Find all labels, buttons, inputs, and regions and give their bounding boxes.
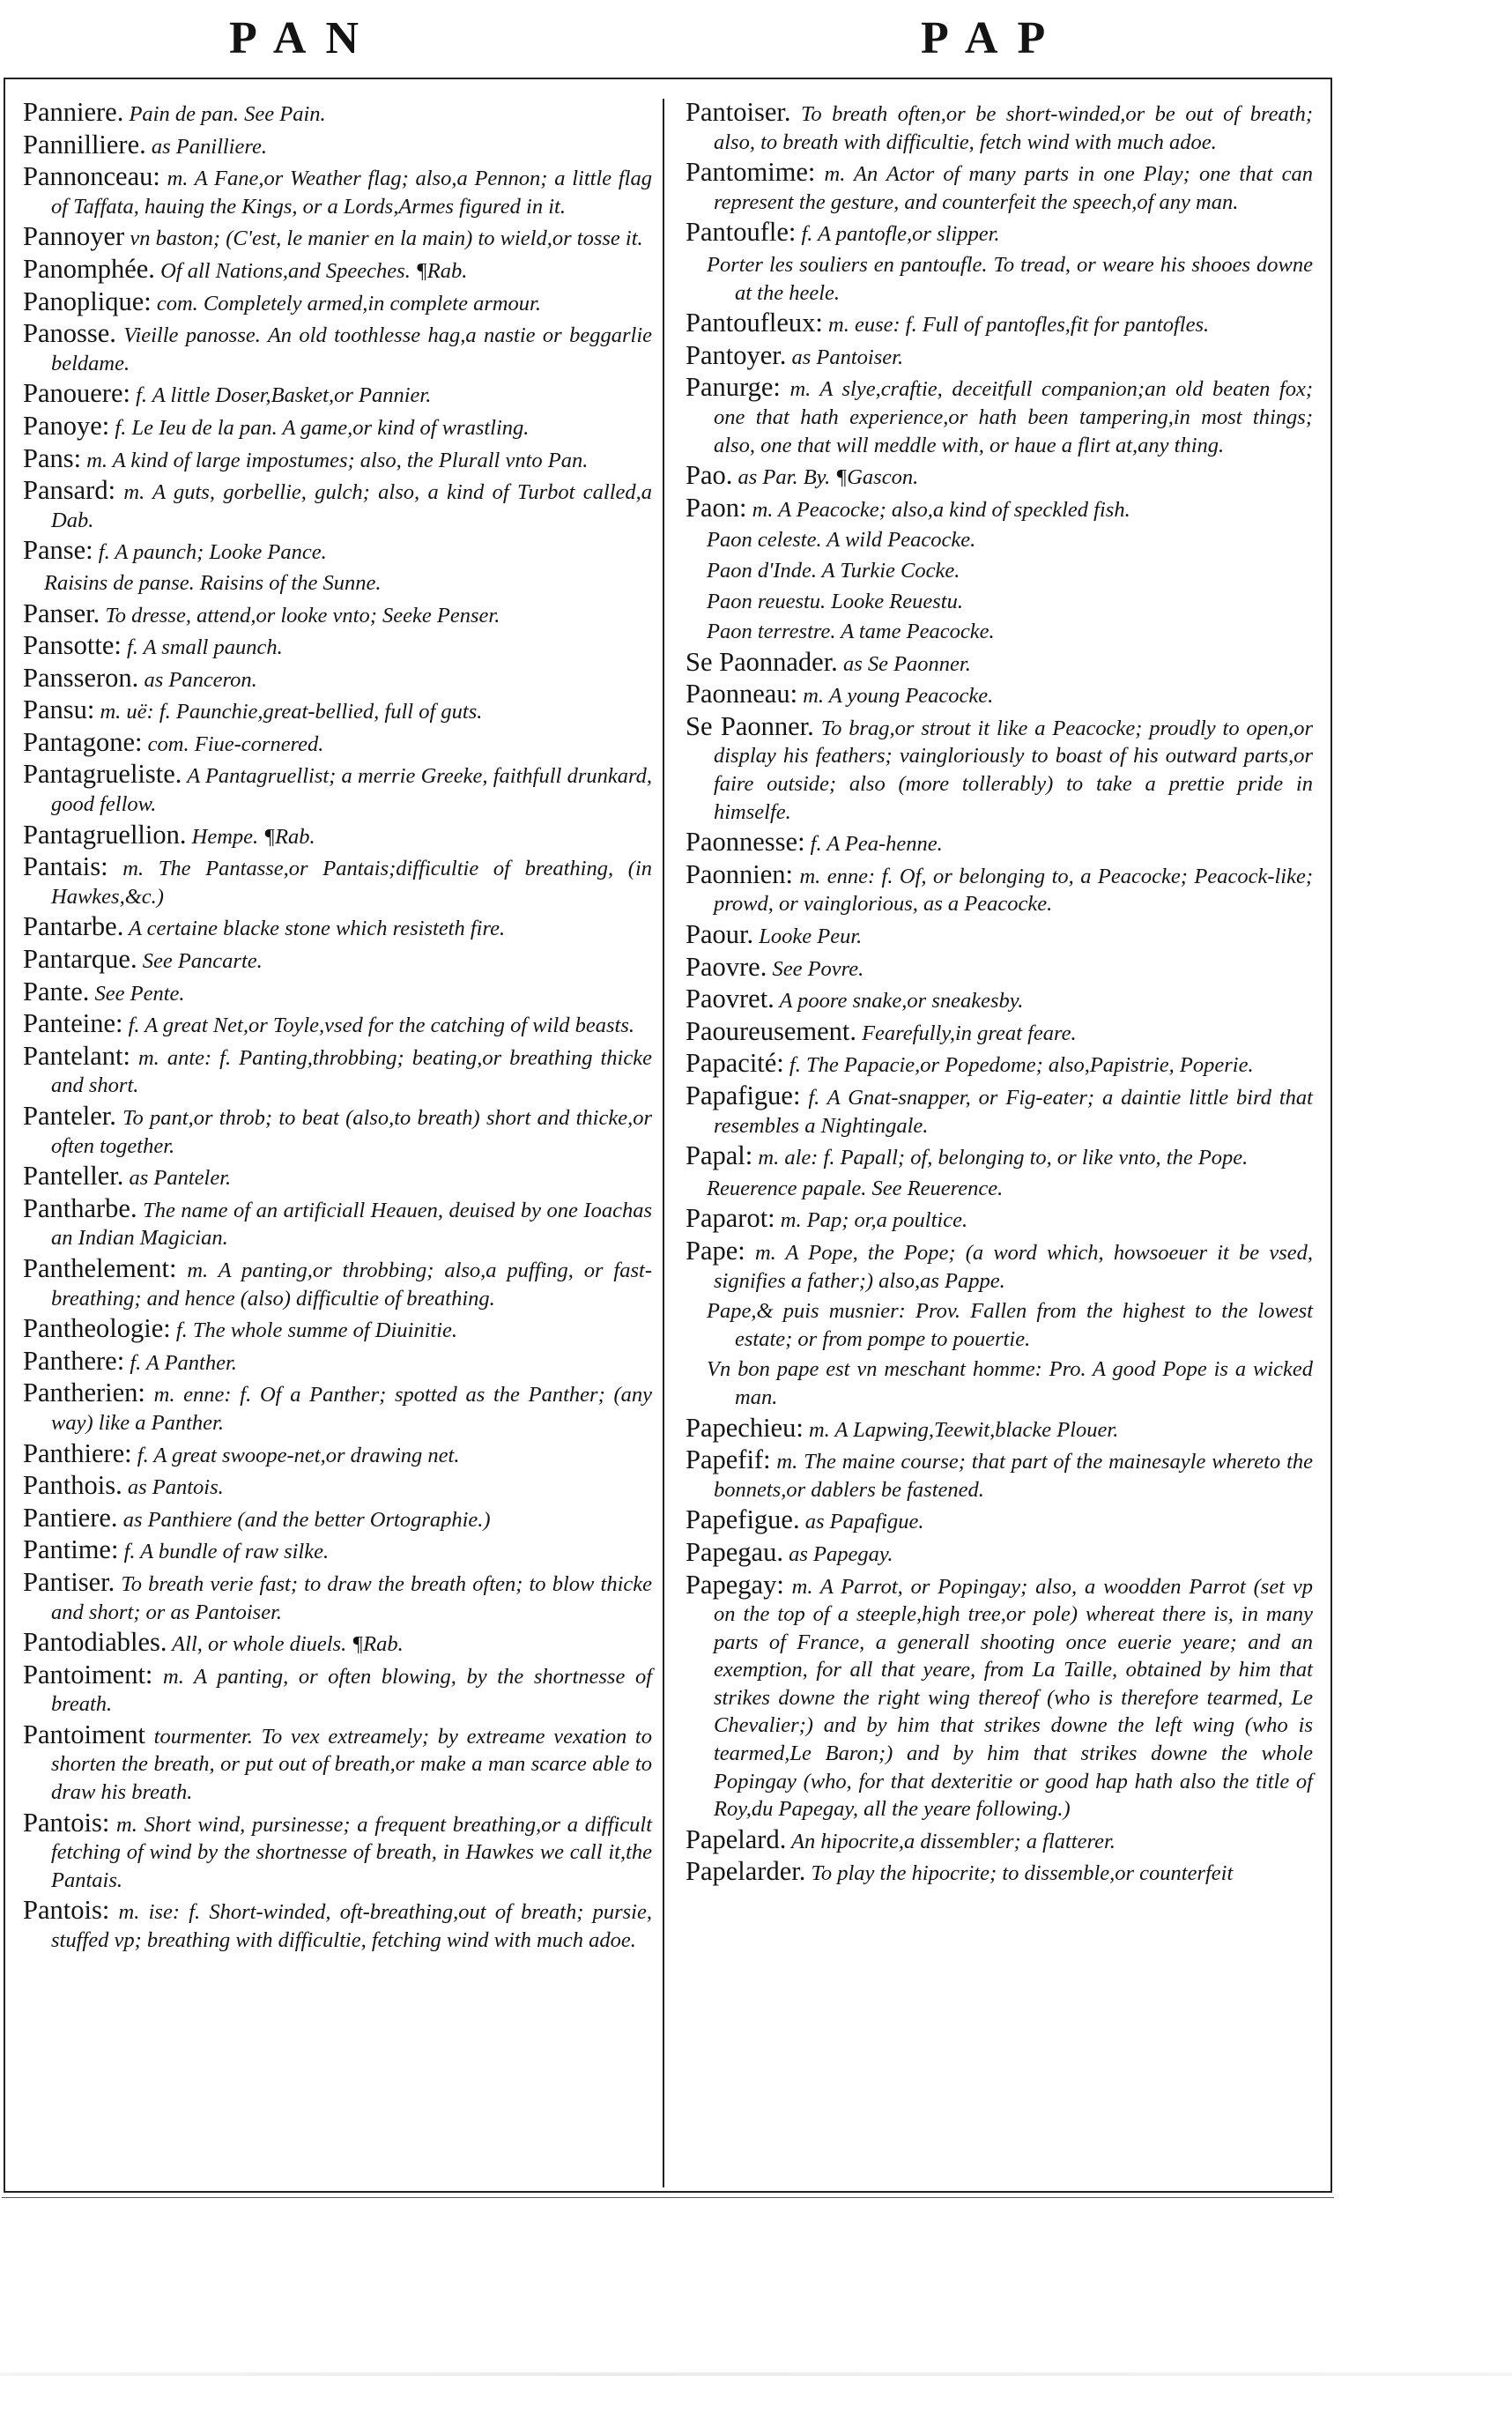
dictionary-entry	[23, 1629, 652, 1659]
dictionary-entry	[686, 710, 1314, 826]
dictionary-entry	[686, 159, 1313, 216]
dictionary-entry	[686, 526, 1313, 554]
dictionary-entry	[686, 588, 1313, 616]
dictionary-entry	[23, 1010, 652, 1040]
dictionary-entry	[686, 1142, 1313, 1172]
entry-headword: Panteller.	[23, 1161, 124, 1192]
entry-headword: Pannoyer	[23, 221, 125, 252]
dictionary-entry	[23, 223, 652, 253]
entry-definition: m. A young Peacocke.	[797, 684, 994, 709]
dictionary-entry	[23, 1252, 652, 1312]
entry-headword: Pantodiables.	[23, 1627, 167, 1658]
entry-definition: An hipocrite,a dissembler; a flatterer.	[786, 1829, 1115, 1853]
entry-definition: Paon terrestre. A tame Peacocke.	[707, 620, 995, 644]
entry-definition: as Panilliere.	[145, 134, 267, 159]
entry-headword: Panthelement:	[23, 1252, 177, 1283]
dictionary-entry	[23, 99, 652, 129]
dictionary-entry	[23, 632, 652, 662]
entry-headword: Panthois.	[23, 1470, 122, 1501]
entry-headword: Papelard.	[686, 1823, 787, 1854]
entry-headword: Pantharbe.	[23, 1192, 137, 1223]
entry-headword: Panthiere:	[23, 1437, 132, 1468]
entry-definition: The name of an artificiall Heauen, deuised by one Ioachas an Indian Magician.	[51, 1198, 652, 1251]
entry-definition: m. Short wind, pursinesse; a frequent breathing,or a difficult fetching of wind by the shortnesse of breath, in Hawkes we call it,the Pantais.	[51, 1812, 652, 1892]
entry-headword: Paour.	[686, 919, 754, 950]
entry-definition: f. A Pea-henne.	[804, 832, 943, 857]
entry-definition: Reuerence papale. See Reuerence.	[707, 1176, 1004, 1200]
entry-definition: A certaine blacke stone which resisteth fire.	[123, 917, 506, 941]
entry-headword: Paovre.	[686, 951, 767, 982]
dictionary-entry	[23, 442, 652, 475]
entry-definition: as Se Paonner.	[837, 651, 971, 676]
dictionary-entry	[23, 320, 652, 377]
entry-headword: Panteler.	[23, 1101, 116, 1131]
entry-headword: Pantarque.	[23, 944, 137, 975]
dictionary-entry	[23, 1504, 652, 1534]
entry-definition: m. ale: f. Papall; of, belonging to, or like vnto, the Pope.	[752, 1146, 1249, 1170]
entry-definition: f. A little Doser,Basket,or Pannier.	[130, 383, 432, 408]
dictionary-entry	[23, 1809, 652, 1895]
dictionary-entry	[23, 1536, 652, 1566]
dictionary-entry	[686, 557, 1313, 585]
entry-headword: Pantoiment:	[23, 1659, 153, 1690]
entry-headword: Papechieu:	[686, 1412, 804, 1443]
dictionary-entry	[686, 1015, 1313, 1048]
entry-headword: Se Paonner.	[686, 710, 814, 741]
entry-headword: Panniere.	[23, 97, 124, 127]
entry-headword: Papefigue.	[686, 1504, 800, 1535]
entry-headword: Pantoiment	[23, 1719, 145, 1749]
entry-headword: Panser.	[23, 598, 100, 628]
scan-artifact	[0, 2373, 1512, 2376]
entry-definition: To dresse, attend,or looke vnto; Seeke Penser.	[100, 603, 500, 628]
entry-definition: m. A panting,or throbbing; also,a puffing, or fast-breathing; and hence (also) difficultie of breathing.	[51, 1258, 652, 1311]
entry-definition: m. enne: f. Of a Panther; spotted as the Panther; (any way) like a Panther.	[51, 1383, 652, 1435]
entry-headword: Pantiere.	[23, 1502, 118, 1533]
column-divider	[663, 99, 664, 2187]
entry-headword: Pansseron.	[23, 662, 139, 693]
entry-definition: com. Fiue-cornered.	[142, 731, 324, 756]
entry-headword: Panoplique:	[23, 286, 152, 316]
entry-headword: Paparot:	[686, 1203, 775, 1234]
entry-definition: m. uë: f. Paunchie,great-bellied, full of guts.	[94, 700, 483, 724]
entry-definition: m. An Actor of many parts in one Play; one that can represent the gesture, and counterfeit the speech,of any man.	[714, 162, 1313, 214]
dictionary-entry	[686, 680, 1313, 710]
entry-definition: To play the hipocrite; to dissemble,or counterfeit	[805, 1861, 1234, 1886]
entry-headword: Pantomime:	[686, 157, 816, 188]
entry-headword: Pantherien:	[23, 1378, 145, 1408]
entry-headword: Pantiser.	[23, 1566, 115, 1597]
entry-headword: Panomphée.	[23, 253, 155, 284]
entry-headword: Paon:	[686, 492, 747, 523]
dictionary-entry	[686, 1823, 1313, 1856]
entry-definition: f. The Papacie,or Popedome; also,Papistrie, Poperie.	[783, 1053, 1254, 1078]
entry-headword: Pantarbe.	[23, 911, 124, 942]
entry-definition: f. A great Net,or Toyle,vsed for the catching of wild beasts.	[122, 1014, 634, 1038]
dictionary-entry	[686, 951, 1313, 984]
dictionary-entry	[23, 696, 652, 726]
dictionary-entry	[23, 477, 652, 534]
entry-definition: as Papegay.	[782, 1541, 893, 1566]
dictionary-entry	[686, 985, 1313, 1015]
entry-definition: Paon celeste. A wild Peacocke.	[707, 528, 976, 553]
entry-definition: m. A panting, or often blowing, by the shortnesse of breath.	[51, 1664, 652, 1717]
dictionary-entry	[23, 1721, 652, 1807]
dictionary-entry	[23, 662, 652, 694]
entry-definition: See Pente.	[89, 981, 185, 1006]
dictionary-entry	[23, 1566, 652, 1626]
dictionary-entry	[23, 1472, 652, 1502]
entry-headword: Panteine:	[23, 1008, 123, 1039]
entry-definition: as Papafigue.	[799, 1510, 924, 1534]
dictionary-entry	[23, 253, 652, 286]
dictionary-entry	[686, 858, 1313, 918]
dictionary-entry	[23, 853, 652, 910]
entry-definition: f. A bundle of raw silke.	[118, 1540, 330, 1564]
entry-definition: f. The whole summe of Diuinitie.	[170, 1318, 458, 1343]
entry-headword: Pannonceau:	[23, 161, 160, 192]
entry-definition: vn baston; (C'est, le manier en la main) to wield,or tosse it.	[124, 227, 643, 251]
dictionary-entry	[23, 1345, 652, 1378]
entry-definition: com. Completely armed,in complete armour.	[151, 291, 541, 316]
dictionary-entry	[686, 1297, 1313, 1353]
dictionary-entry	[686, 1050, 1313, 1080]
entry-definition: f. A small paunch.	[121, 635, 283, 660]
dictionary-entry	[23, 537, 652, 567]
entry-definition: A poore snake,or sneakesby.	[774, 989, 1024, 1014]
entry-headword: Pape:	[686, 1235, 745, 1266]
entry-headword: Panosse.	[23, 318, 116, 349]
dictionary-entry	[23, 1661, 652, 1719]
entry-definition: as Par. By. ¶Gascon.	[732, 465, 919, 490]
dictionary-entry	[23, 946, 652, 976]
entry-definition: Paon d'Inde. A Turkie Cocke.	[707, 558, 960, 583]
dictionary-entry	[686, 921, 1313, 951]
entry-definition: To breath verie fast; to draw the breath often; to blow thicke and short; or as Pantoiser.	[51, 1571, 652, 1624]
entry-headword: Pansard:	[23, 475, 116, 506]
dictionary-entry	[23, 569, 652, 598]
entry-headword: Papegau.	[686, 1536, 783, 1567]
entry-definition: m. A Parrot, or Popingay; also, a woodden Parrot (set vp on the top of a steeple,high tree,or pole) whereat there is, in many parts of France, a generall shooting once euerie yeare; and an exemption, for all that yeare, from La Taille, obtained by him that strikes downe the right wing thereof (who is therefore tearmed, Le Chevalier;) and by him that strikes downe the left wing (who is tearmed,Le Baron;) and by him that strikes downe the whole Popingay (who, for that dexteritie or good hap hath also the title of Roy,du Papegay, all the yeare following.)	[714, 1574, 1313, 1822]
entry-headword: Papacité:	[686, 1048, 784, 1079]
entry-definition: tourmenter. To vex extreamely; by extreame vexation to shorten the breath, or put out of breath,or make a man scarce able to draw his breath.	[51, 1724, 652, 1805]
entry-definition: Raisins de panse. Raisins of the Sunne.	[44, 570, 382, 595]
entry-headword: Papal:	[686, 1140, 753, 1171]
entry-definition: Vieille panosse. An old toothlesse hag,a nastie or beggarlie beldame.	[51, 323, 652, 375]
entry-headword: Pantoufle:	[686, 217, 797, 248]
entry-definition: as Panteler.	[123, 1166, 232, 1191]
dictionary-entry	[23, 1040, 652, 1100]
entry-headword: Panthere:	[23, 1345, 125, 1376]
entry-definition: m. A Fane,or Weather flag; also,a Pennon; a little flag of Taffata, hauing the Kings, or a Lords,Armes figured in it.	[51, 167, 652, 219]
dictionary-entry	[23, 1897, 652, 1954]
entry-definition: f. A pantofle,or slipper.	[796, 222, 1000, 247]
entry-headword: Papafigue:	[686, 1081, 801, 1110]
entry-definition: m. A guts, gorbellie, gulch; also, a kind of Turbot called,a Dab.	[51, 480, 652, 532]
entry-headword: Pantagrueliste.	[23, 759, 182, 790]
entry-headword: Pansotte:	[23, 630, 122, 661]
entry-definition: See Povre.	[767, 956, 864, 981]
entry-headword: Pantagruellion.	[23, 819, 187, 850]
entry-headword: Paovret.	[686, 984, 775, 1014]
running-head-left: PAN	[229, 13, 379, 63]
dictionary-entry	[23, 412, 652, 442]
entry-definition: m. A Peacocke; also,a kind of speckled fish.	[746, 497, 1130, 522]
entry-definition: as Pantois.	[122, 1475, 224, 1500]
entry-definition: Fearefully,in great feare.	[856, 1021, 1077, 1045]
entry-headword: Pantoufleux:	[686, 308, 823, 338]
dictionary-entry	[686, 1175, 1313, 1203]
right-column	[686, 99, 1313, 1890]
entry-headword: Pantois:	[23, 1807, 110, 1838]
entry-definition: Looke Peur.	[753, 925, 863, 949]
entry-headword: Pannilliere.	[23, 129, 146, 160]
entry-definition: See Pancarte.	[137, 949, 263, 974]
dictionary-entry	[23, 761, 652, 818]
entry-definition: f. A Gnat-snapper, or Fig-eater; a daintie little bird that resembles a Nightingale.	[714, 1086, 1313, 1138]
dictionary-entry	[23, 1162, 652, 1192]
entry-definition: m. A Lapwing,Teewit,blacke Plouer.	[803, 1417, 1119, 1442]
entry-definition: m. ise: f. Short-winded, oft-breathing,out of breath; pursie, stuffed vp; breathing with difficultie, fetching wind with much adoe.	[51, 1900, 652, 1953]
dictionary-entry	[686, 1571, 1313, 1823]
dictionary-entry	[686, 1858, 1313, 1888]
dictionary-entry	[23, 1315, 652, 1345]
entry-definition: Pape,& puis musnier: Prov. Fallen from the highest to the lowest estate; or from pompe to pouertie.	[707, 1299, 1313, 1351]
entry-definition: To breath often,or be short-winded,or be out of breath; also, to breath with difficultie, fetch wind with much adoe.	[714, 102, 1313, 154]
entry-headword: Pao.	[686, 460, 733, 491]
dictionary-entry	[23, 1437, 652, 1470]
dictionary-entry	[686, 646, 1313, 679]
entry-headword: Pantagone:	[23, 726, 143, 757]
dictionary-entry	[686, 494, 1313, 524]
entry-headword: Panse:	[23, 535, 93, 566]
entry-definition: Hempe. ¶Rab.	[186, 824, 315, 849]
dictionary-entry	[686, 462, 1313, 492]
entry-headword: Panoye:	[23, 410, 110, 441]
entry-definition: All, or whole diuels. ¶Rab.	[167, 1632, 404, 1657]
entry-definition: f. A Panther.	[124, 1350, 237, 1375]
dictionary-entry	[686, 1536, 1313, 1569]
dictionary-entry	[23, 821, 652, 851]
entry-definition: To pant,or throb; to beat (also,to breath) short and thicke,or often together.	[51, 1106, 652, 1158]
entry-definition: as Pantoiser.	[786, 345, 904, 369]
dictionary-entry	[686, 99, 1313, 156]
dictionary-entry	[23, 380, 652, 410]
entry-headword: Pans:	[23, 442, 82, 473]
left-column	[23, 99, 652, 1957]
dictionary-entry	[23, 913, 652, 943]
entry-headword: Pantoiser.	[686, 97, 791, 127]
entry-headword: Panurge:	[686, 372, 781, 403]
entry-definition: A Pantagruellist; a merrie Greeke, faithfull drunkard, good fellow.	[51, 764, 652, 817]
entry-headword: Pantoyer.	[686, 339, 787, 370]
dictionary-entry	[686, 618, 1313, 646]
entry-definition: Pain de pan. See Pain.	[123, 102, 326, 126]
dictionary-entry	[686, 1506, 1313, 1536]
entry-definition: m. A slye,craftie, deceitfull companion;an old beaten fox; one that hath experience,or hath been tampering,in most things; also, one that will meddle with, or haue a flirt at,any thing.	[714, 377, 1313, 457]
entry-headword: Se Paonnader.	[686, 646, 838, 677]
dictionary-entry	[686, 1412, 1313, 1444]
dictionary-entry	[23, 1379, 652, 1437]
entry-definition: m. ante: f. Panting,throbbing; beating,or breathing thicke and short.	[51, 1045, 652, 1098]
running-head-right: PAP	[921, 13, 1065, 63]
entry-headword: Paoureusement.	[686, 1015, 856, 1046]
entry-definition: f. Le Ieu de la pan. A game,or kind of wrastling.	[109, 415, 530, 440]
dictionary-entry	[686, 251, 1313, 307]
entry-definition: m. A kind of large impostumes; also, the Plurall vnto Pan.	[81, 448, 589, 472]
dictionary-entry	[23, 1103, 652, 1160]
entry-headword: Paonnesse:	[686, 827, 805, 858]
entry-definition: To brag,or strout it like a Peacocke; proudly to open,or display his feathers; vaingloriously to boast of his outward parts,or faire outside; also (more tollerably) to take a prettie pride in himselfe.	[714, 716, 1314, 824]
entry-definition: f. A great swoope-net,or drawing net.	[131, 1443, 460, 1467]
entry-definition: m. Pap; or,a poultice.	[775, 1208, 968, 1233]
dictionary-entry	[686, 339, 1313, 372]
dictionary-entry	[686, 219, 1313, 249]
entry-definition: Of all Nations,and Speeches. ¶Rab.	[154, 258, 468, 283]
entry-headword: Pantelant:	[23, 1040, 130, 1071]
entry-headword: Pantime:	[23, 1534, 119, 1565]
dictionary-entry	[686, 374, 1313, 459]
entry-headword: Pansu:	[23, 694, 95, 725]
dictionary-entry	[23, 978, 652, 1008]
dictionary-entry	[23, 1192, 652, 1252]
entry-headword: Papegay:	[686, 1569, 784, 1600]
dictionary-entry	[686, 828, 1313, 858]
entry-definition: m. A Pope, the Pope; (a word which, howsoeuer it be vsed, signifies a father;) also,as Pappe.	[714, 1240, 1313, 1293]
dictionary-entry	[686, 1205, 1313, 1235]
dictionary-entry	[686, 309, 1313, 339]
entry-headword: Paonnien:	[686, 858, 793, 889]
entry-definition: m. enne: f. Of, or belonging to, a Peacocke; Peacock-like; prowd, or vainglorious, as a Peacocke.	[714, 864, 1313, 917]
entry-headword: Pante.	[23, 976, 90, 1006]
entry-definition: as Panceron.	[138, 667, 257, 692]
entry-headword: Pantois:	[23, 1895, 110, 1926]
entry-headword: Paonneau:	[686, 679, 798, 709]
dictionary-entry	[686, 1355, 1313, 1411]
entry-definition: m. The Pantasse,or Pantais;difficultie of breathing, (in Hawkes,&c.)	[51, 857, 652, 909]
entry-headword: Papefif:	[686, 1444, 771, 1475]
dictionary-entry	[23, 288, 652, 318]
dictionary-entry	[686, 1082, 1313, 1140]
entry-definition: f. A paunch; Looke Pance.	[93, 540, 327, 565]
entry-definition: Porter les souliers en pantoufle. To tread, or weare his shooes downe at the heele.	[707, 252, 1313, 305]
dictionary-entry	[686, 1446, 1313, 1504]
entry-definition: Vn bon pape est vn meschant homme: Pro. A good Pope is a wicked man.	[707, 1357, 1313, 1409]
entry-definition: m. The maine course; that part of the mainesayle whereto the bonnets,or dablers be fastened.	[714, 1450, 1313, 1502]
entry-definition: Paon reuestu. Looke Reuestu.	[707, 589, 963, 613]
entry-headword: Panouere:	[23, 378, 130, 409]
entry-headword: Pantheologie:	[23, 1313, 171, 1344]
dictionary-entry	[23, 726, 652, 759]
entry-definition: m. euse: f. Full of pantofles,fit for pantofles.	[822, 313, 1210, 338]
entry-definition: as Panthiere (and the better Ortographie.)	[117, 1507, 491, 1532]
dictionary-entry	[23, 163, 652, 220]
entry-headword: Papelarder.	[686, 1856, 806, 1887]
entry-headword: Pantais:	[23, 851, 108, 882]
dictionary-entry	[23, 600, 652, 630]
dictionary-entry	[686, 1237, 1313, 1295]
dictionary-entry	[23, 131, 652, 161]
